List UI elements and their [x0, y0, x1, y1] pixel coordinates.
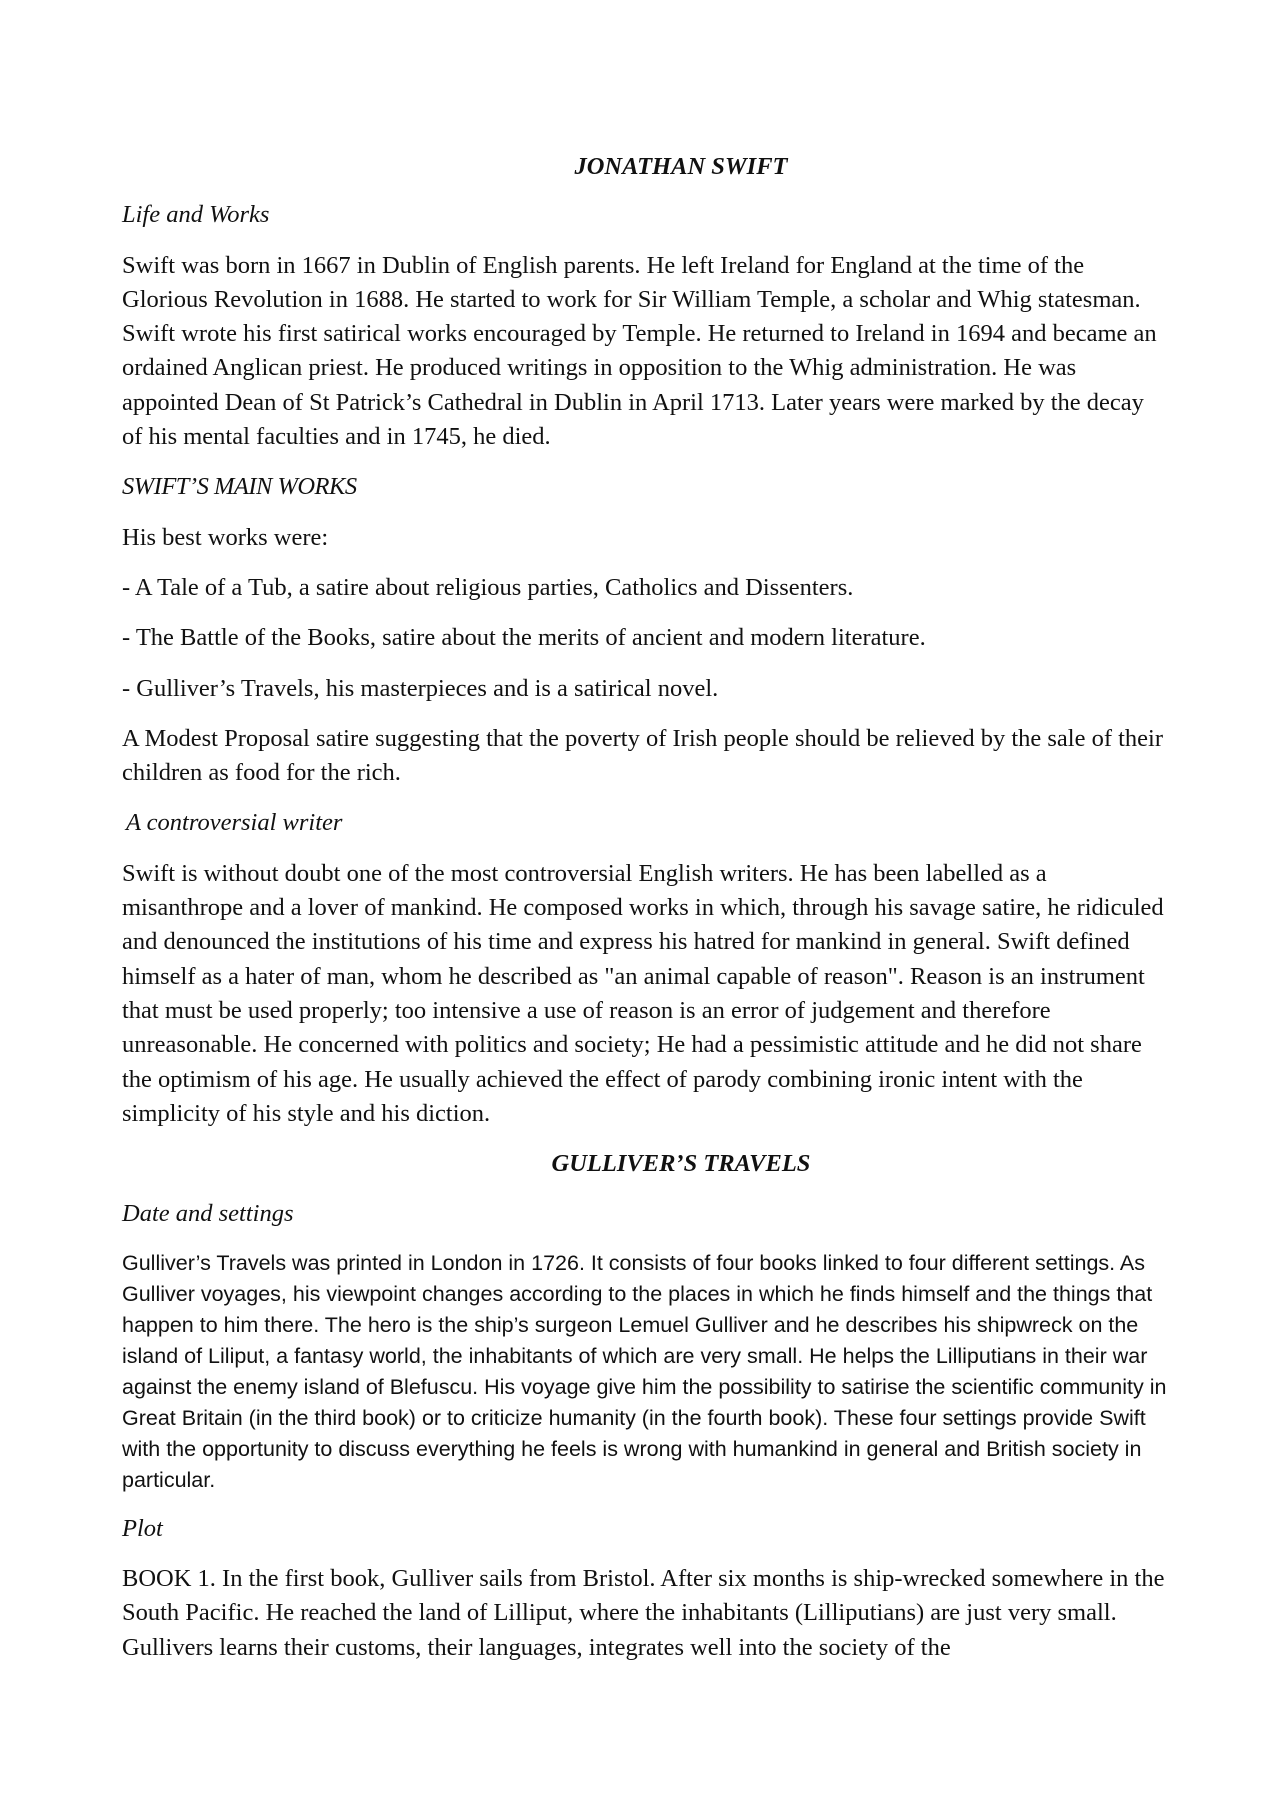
paragraph-controversial-writer: Swift is without doubt one of the most controversial English writers. He has been labelled as a misanthrope and a lover of mankind. He composed works in which, through his savage satire, he ridiculed and denounced the institutions of his time and express his hatred for mankind in general. Swift defined himself as a hater of man, whom he described as "an animal capable of reason". Reason is an instrument that must be used properly; too intensive a use of reason is an error of judgement and therefore unreasonable. He concerned with politics and society; He had a pessimistic attitude and he did not share the optimism of his age. He usually achieved the effect of parody combining ironic intent with the simplicity of his style and his diction. — [122, 859, 1164, 1127]
heading-date-and-settings: Date and settings — [122, 1200, 294, 1228]
works-intro: His best works were: — [122, 523, 329, 551]
heading-controversial-writer: A controversial writer — [126, 809, 343, 837]
paragraph-date-and-settings: Gulliver’s Travels was printed in London in 1726. It consists of four books linked to four different settings. As Gulliver voyages, his viewpoint changes according to the places in which he finds himself and the things that happen to him there. The hero is the ship’s surgeon Lemuel Gulliver and he describes his shipwreck on the island of Liliput, a fantasy world, the inhabitants of which are very small. He helps the Lilliputians in their war against the enemy island of Blefuscu. His voyage give him the possibility to satirise the scientific community in Great Britain (in the third book) or to criticize humanity (in the fourth book). These four settings provide Swift with the opportunity to discuss everything he feels is wrong with humankind in general and British society in particular. — [122, 1250, 1167, 1492]
heading-plot: Plot — [122, 1514, 163, 1542]
heading-life-and-works: Life and Works — [122, 201, 270, 229]
works-list-item: - The Battle of the Books, satire about the merits of ancient and modern literature. — [122, 624, 926, 652]
heading-main-works: SWIFT’S MAIN WORKS — [122, 473, 357, 501]
paragraph-modest-proposal: A Modest Proposal satire suggesting that the poverty of Irish people should be relieved by the sale of their children as food for the rich. — [122, 724, 1164, 787]
document-title: JONATHAN SWIFT — [574, 153, 788, 180]
section-title-gullivers-travels: GULLIVER’S TRAVELS — [551, 1150, 811, 1178]
works-list-item: - A Tale of a Tub, a satire about religious parties, Catholics and Dissenters. — [122, 573, 854, 601]
works-list-item: - Gulliver’s Travels, his masterpieces and is a satirical novel. — [122, 674, 719, 702]
paragraph-life-and-works: Swift was born in 1667 in Dublin of English parents. He left Ireland for England at the time of the Glorious Revolution in 1688. He started to work for Sir William Temple, a scholar and Whig statesman. Swift wrote his first satirical works encouraged by Temple. He returned to Ireland in 1694 and became an ordained Anglican priest. He produced writings in opposition to the Whig administration. He was appointed Dean of St Patrick’s Cathedral in Dublin in April 1713. Later years were marked by the decay of his mental faculties and in 1745, he died. — [122, 251, 1157, 451]
paragraph-plot: BOOK 1. In the first book, Gulliver sails from Bristol. After six months is ship-wrecked somewhere in the South Pacific. He reached the land of Lilliput, where the inhabitants (Lilliputians) are just very small. Gullivers learns their customs, their languages, integrates well into the society of the — [122, 1565, 1165, 1661]
